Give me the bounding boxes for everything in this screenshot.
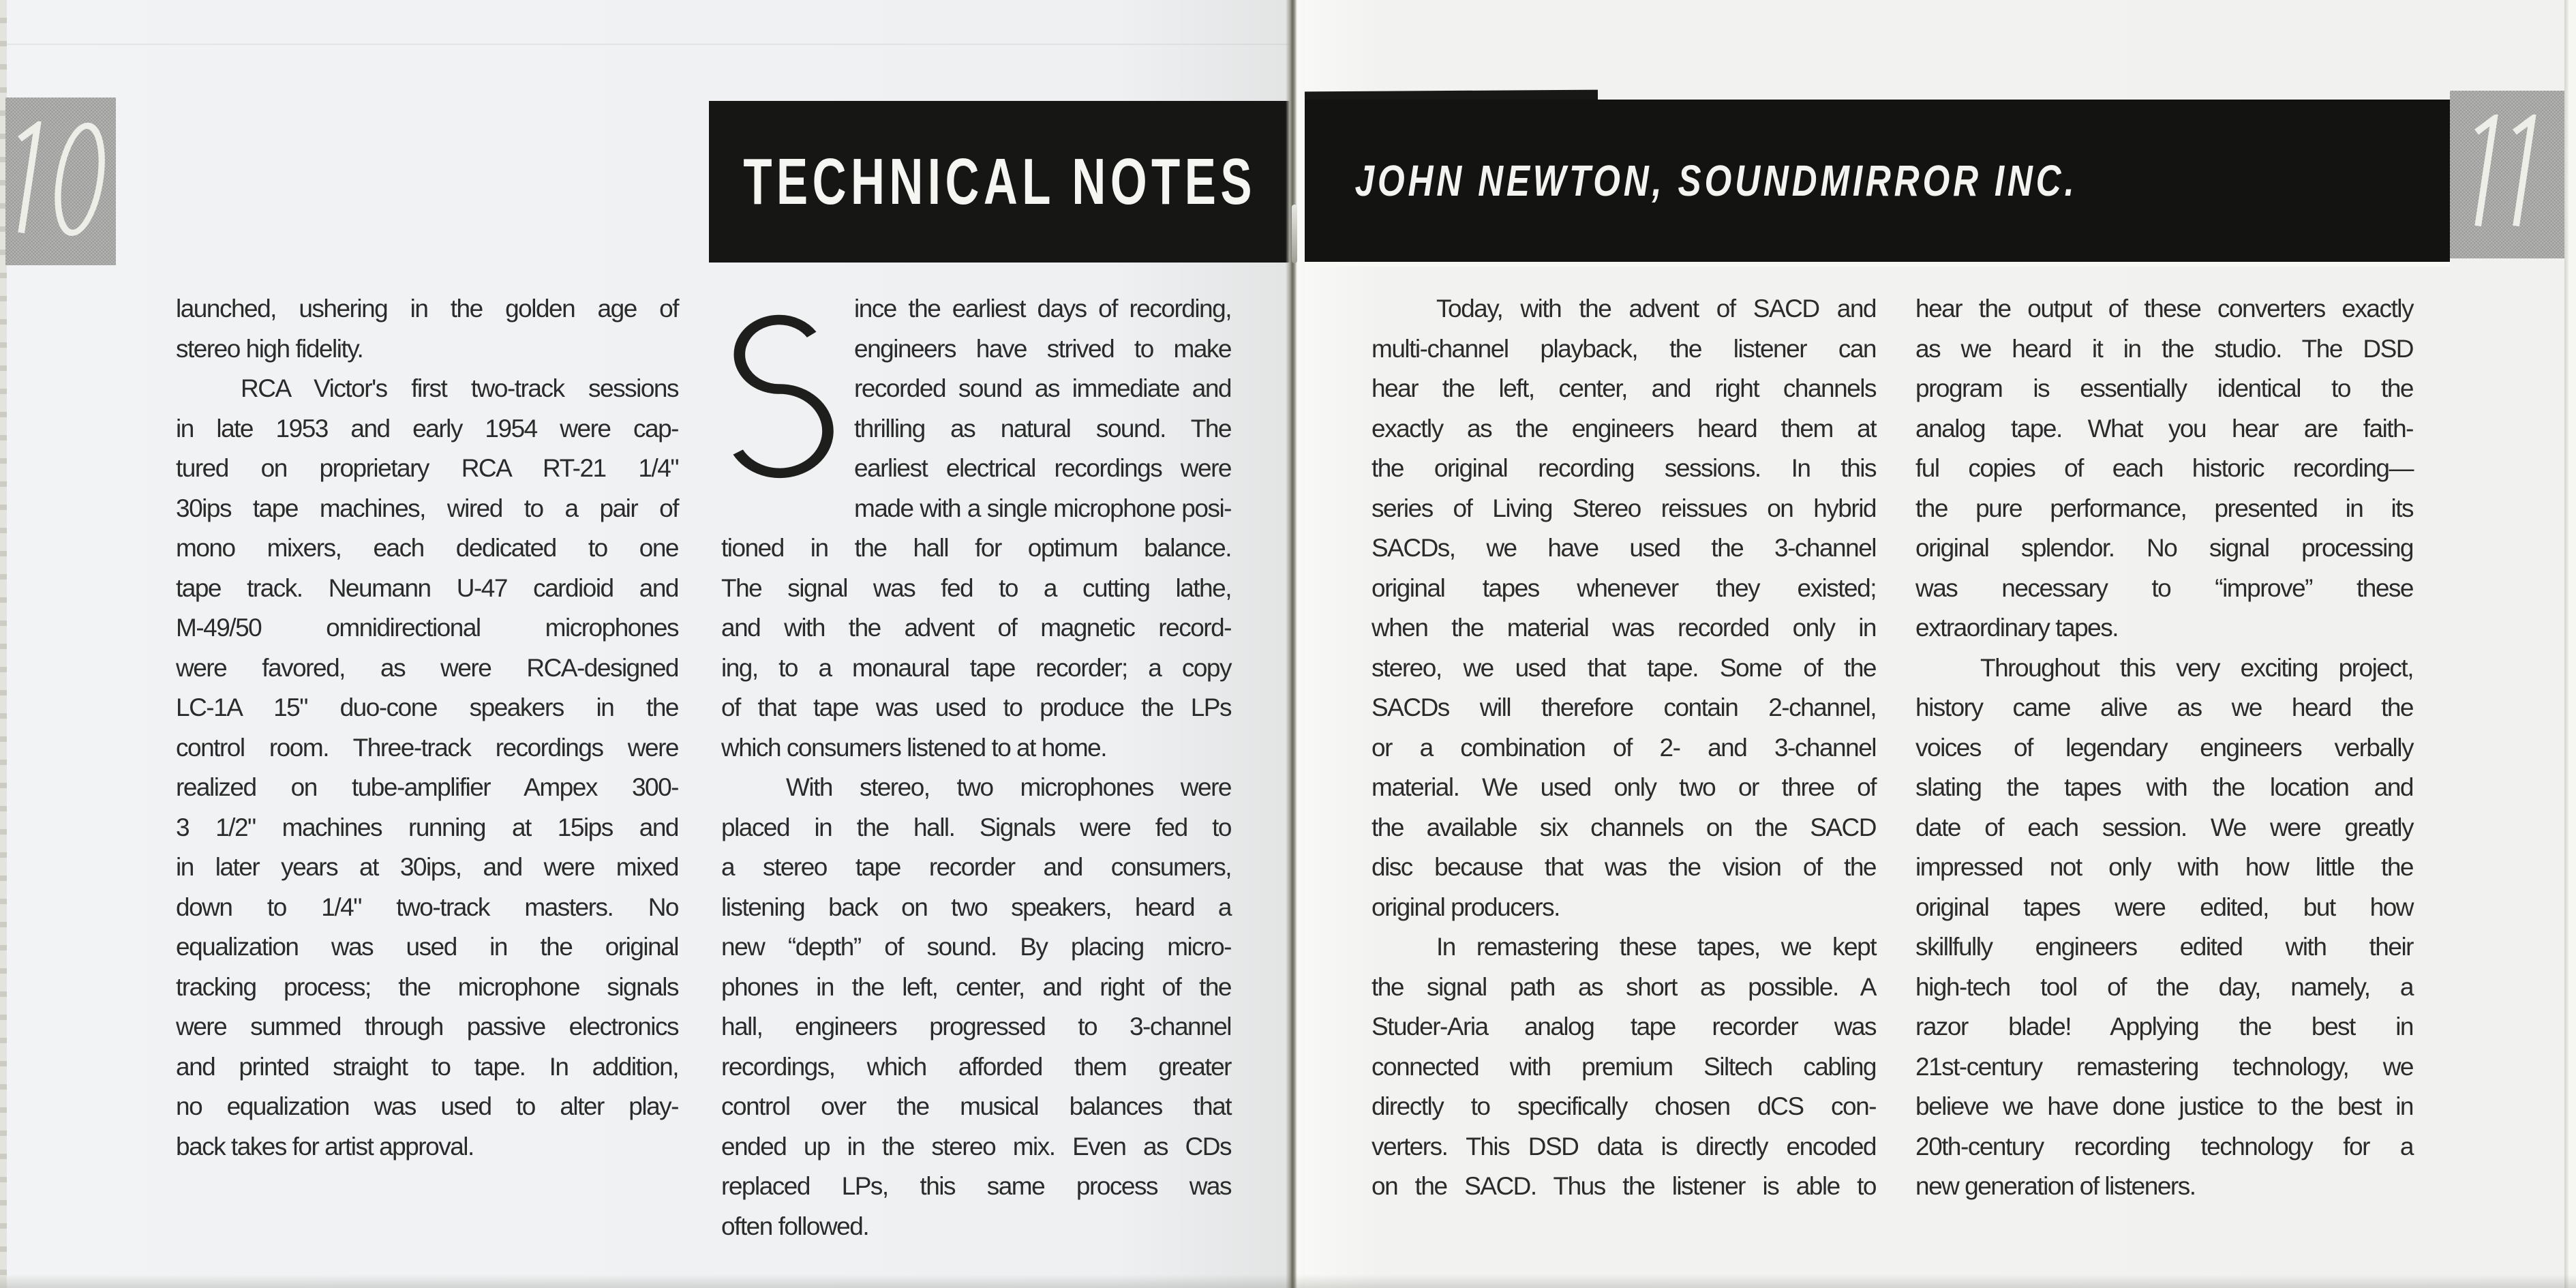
text-line: hear the left, center, and right channels: [1372, 374, 1876, 402]
text-line: the available six channels on the SACD: [1372, 813, 1876, 841]
text-line: often followed.: [721, 1212, 869, 1240]
text-line: the pure performance, presented in its: [1915, 494, 2413, 522]
text-line: made with a single microphone posi-: [854, 494, 1231, 522]
text-line: disc because that was the vision of the: [1372, 853, 1876, 881]
text-line: analog tape. What you hear are faith-: [1915, 414, 2413, 443]
text-line: listening back on two speakers, heard a: [721, 893, 1231, 921]
text-column-1: [176, 289, 678, 1167]
text-line: tape track. Neumann U-47 cardioid and: [176, 573, 678, 602]
text-line: ince the earliest days of recording,: [854, 295, 1231, 323]
text-line: multi-channel playback, the listener can: [1372, 334, 1876, 363]
text-line: mono mixers, each dedicated to one: [176, 534, 678, 562]
text-line: Today, with the advent of SACD and: [1436, 295, 1876, 323]
text-line: In remastering these tapes, we kept: [1436, 933, 1876, 961]
text-line: material. We used only two or three of: [1372, 773, 1876, 801]
text-line: tioned in the hall for optimum balance.: [721, 534, 1231, 562]
text-line: stereo high fidelity.: [176, 334, 363, 363]
text-line: 30ips tape machines, wired to a pair of: [176, 494, 678, 522]
text-line: back takes for artist approval.: [176, 1132, 474, 1160]
text-line: when the material was recorded only in: [1372, 614, 1876, 642]
text-line: 21st-century remastering technology, we: [1915, 1052, 2413, 1081]
byline-banner-underline: [1305, 262, 2450, 267]
byline-banner: [1305, 100, 2450, 262]
text-line: high-tech tool of the day, namely, a: [1915, 972, 2413, 1001]
text-line: on the SACD. Thus the listener is able to: [1372, 1172, 1876, 1200]
text-line: engineers have strived to make: [854, 334, 1231, 363]
text-line: 3 1/2" machines running at 15ips and: [176, 813, 678, 841]
text-line: recordings, which afforded them greater: [721, 1052, 1231, 1081]
text-line: slating the tapes with the location and: [1915, 773, 2413, 801]
text-column-3: [1372, 289, 1876, 1207]
text-line: earliest electrical recordings were: [854, 454, 1231, 482]
text-line: RCA Victor's first two-track sessions: [241, 374, 678, 402]
page-number-right: [2466, 115, 2548, 235]
text-line: no equalization was used to alter play-: [176, 1092, 678, 1120]
text-line: or a combination of 2- and 3-channel: [1372, 733, 1876, 762]
text-line: control over the musical balances that: [721, 1092, 1231, 1120]
text-line: equalization was used in the original: [176, 933, 678, 961]
text-line: connected with premium Siltech cabling: [1372, 1052, 1876, 1081]
text-line: as we heard it in the studio. The DSD: [1915, 334, 2413, 363]
text-line: skillfully engineers edited with their: [1915, 933, 2413, 961]
text-line: new “depth” of sound. By placing micro-: [721, 933, 1231, 961]
drop-cap-s: [721, 289, 854, 498]
text-line: stereo, we used that tape. Some of the: [1372, 653, 1876, 682]
text-line: hall, engineers progressed to 3-channel: [721, 1013, 1231, 1040]
text-line: control room. Three-track recordings were: [176, 733, 678, 762]
text-line: in late 1953 and early 1954 were cap-: [176, 414, 678, 443]
text-line: SACDs, we have used the 3-channel: [1372, 534, 1876, 562]
text-column-2: [721, 289, 1231, 1246]
text-line: series of Living Stereo reissues on hybrid: [1372, 494, 1876, 522]
text-line: replaced LPs, this same process was: [721, 1172, 1231, 1200]
section-title-banner: [709, 101, 1291, 263]
text-line: ended up in the stereo mix. Even as CDs: [721, 1132, 1231, 1160]
page-number-block-left: [5, 98, 116, 265]
text-line: original tapes whenever they existed;: [1372, 573, 1876, 602]
text-line: original tapes were edited, but how: [1915, 893, 2413, 921]
page-number-left: [10, 121, 112, 242]
byline: JOHN NEWTON, SOUNDMIRROR INC.: [1354, 156, 2078, 205]
text-line: and with the advent of magnetic record-: [721, 614, 1231, 642]
text-line: exactly as the engineers heard them at: [1372, 414, 1876, 443]
text-line: tracking process; the microphone signals: [176, 972, 678, 1001]
text-line: verters. This DSD data is directly encoded: [1372, 1132, 1876, 1160]
staple: [1292, 205, 1297, 263]
text-line: razor blade! Applying the best in: [1915, 1013, 2413, 1040]
text-line: realized on tube-amplifier Ampex 300-: [176, 773, 678, 801]
text-line: ing, to a monaural tape recorder; a copy: [721, 653, 1231, 682]
text-column-4: [1915, 289, 2413, 1207]
text-line: hear the output of these converters exactly: [1915, 295, 2413, 323]
text-line: were summed through passive electronics: [176, 1013, 678, 1040]
text-line: new generation of listeners.: [1915, 1172, 2196, 1200]
text-line: original splendor. No signal processing: [1915, 534, 2413, 562]
text-line: extraordinary tapes.: [1915, 614, 2119, 642]
page-number-block-right: [2450, 91, 2564, 258]
text-line: directly to specifically chosen dCS con-: [1372, 1092, 1876, 1120]
text-line: 20th-century recording technology for a: [1915, 1132, 2413, 1160]
text-line: original producers.: [1372, 893, 1560, 921]
text-line: history came alive as we heard the: [1915, 693, 2413, 721]
text-line: phones in the left, center, and right of the: [721, 972, 1231, 1001]
text-line: the signal path as short as possible. A: [1372, 972, 1876, 1001]
text-line: and printed straight to tape. In addition,: [176, 1052, 678, 1081]
text-line: impressed not only with how little the: [1915, 853, 2413, 881]
page-crease: [7, 44, 1291, 45]
booklet-spine-gutter: [1286, 0, 1305, 1288]
text-line: SACDs will therefore contain 2-channel,: [1372, 693, 1876, 721]
text-line: believe we have done justice to the best in: [1915, 1092, 2413, 1120]
text-line: LC-1A 15" duo-cone speakers in the: [176, 693, 678, 721]
scan-bottom-shadow: [0, 1274, 2576, 1288]
text-line: ful copies of each historic recording—: [1915, 454, 2413, 482]
text-line: Studer-Aria analog tape recorder was: [1372, 1013, 1876, 1040]
text-line: thrilling as natural sound. The: [854, 414, 1231, 443]
text-line: placed in the hall. Signals were fed to: [721, 813, 1231, 841]
text-line: in later years at 30ips, and were mixed: [176, 853, 678, 881]
text-line: date of each session. We were greatly: [1915, 813, 2413, 841]
text-line: M-49/50 omnidirectional microphones: [176, 614, 678, 642]
text-line: voices of legendary engineers verbally: [1915, 733, 2413, 762]
text-line: of that tape was used to produce the LPs: [721, 693, 1231, 721]
page-edge-right: [2564, 0, 2569, 1288]
text-line: Throughout this very exciting project,: [1980, 653, 2413, 682]
text-line: were favored, as were RCA-designed: [176, 653, 678, 682]
text-line: was necessary to “improve” these: [1915, 573, 2413, 602]
text-line: which consumers listened to at home.: [721, 733, 1107, 762]
text-line: program is essentially identical to the: [1915, 374, 2413, 402]
text-line: the original recording sessions. In this: [1372, 454, 1876, 482]
text-line: recorded sound as immediate and: [854, 374, 1231, 402]
section-title: TECHNICAL NOTES: [743, 145, 1257, 218]
text-line: tured on proprietary RCA RT-21 1/4": [176, 454, 678, 482]
text-line: launched, ushering in the golden age of: [176, 295, 678, 323]
text-line: The signal was fed to a cutting lathe,: [721, 573, 1231, 602]
text-line: down to 1/4" two-track masters. No: [176, 893, 678, 921]
text-line: a stereo tape recorder and consumers,: [721, 853, 1231, 881]
text-line: With stereo, two microphones were: [786, 773, 1231, 801]
